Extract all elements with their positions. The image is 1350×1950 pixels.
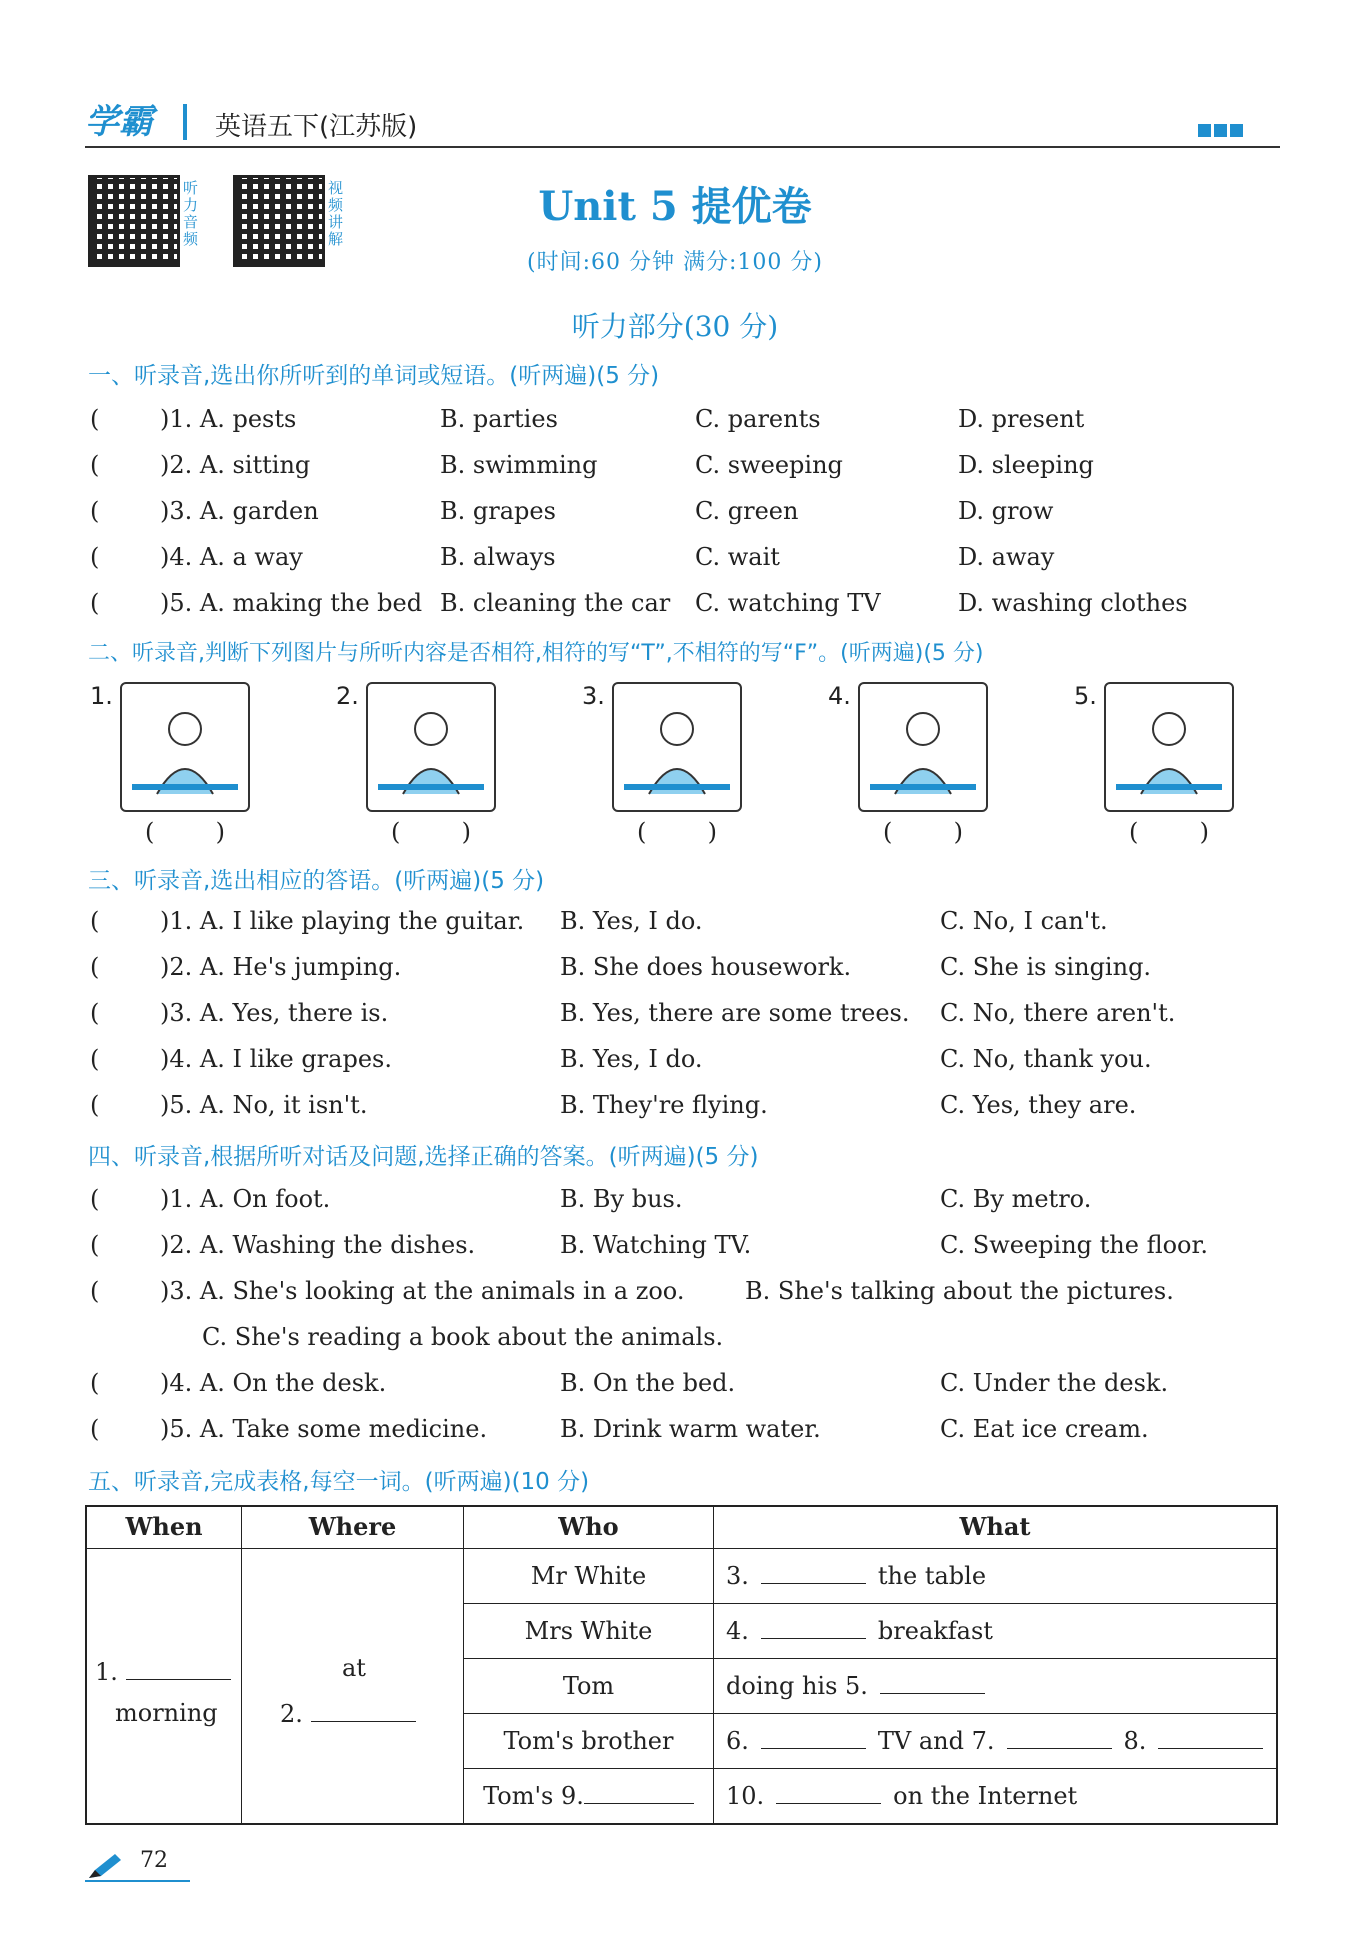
where-cell	[242, 1549, 464, 1823]
s4-q1-c: C. By metro.	[940, 1185, 1092, 1213]
part-title: 听力部分(30 分)	[571, 310, 779, 343]
s4-q5-b: B. Drink warm water.	[560, 1415, 821, 1443]
what-prefix: 10.	[726, 1782, 765, 1810]
section-4-heading: 四、听录音,根据所听对话及问题,选择正确的答案。(听两遍)(5 分)	[88, 1144, 759, 1170]
s3-q1-option-a: )1. A. I like playing the guitar.	[160, 907, 525, 935]
answer-blank[interactable]	[776, 1781, 881, 1804]
section-3-heading: 三、听录音,选出相应的答语。(听两遍)(5 分)	[88, 868, 545, 894]
s3-q5-option-a: )5. A. No, it isn't.	[160, 1091, 368, 1119]
brand-divider	[183, 104, 187, 140]
s1-q4-option-b: B. always	[440, 543, 556, 571]
answer-paren[interactable]: (	[90, 543, 100, 571]
illustration-1	[120, 682, 250, 812]
who-blank[interactable]	[584, 1781, 694, 1804]
s3-q3-option-a: )3. A. Yes, there is.	[160, 999, 389, 1027]
s3-q5-option-c: C. Yes, they are.	[940, 1091, 1137, 1119]
s4-q4-c: C. Under the desk.	[940, 1369, 1169, 1397]
s1-q3-option-n: )3. A. garden	[160, 497, 319, 525]
s1-q2-option-b: B. swimming	[440, 451, 598, 479]
what-cell	[714, 1659, 1276, 1714]
s1-q5-option-c: C. watching TV	[695, 589, 881, 617]
answer-blank[interactable]	[761, 1561, 866, 1584]
th-where: Where	[242, 1507, 464, 1549]
s4-q2-b: B. Watching TV.	[560, 1231, 752, 1259]
illustration-5	[1104, 682, 1234, 812]
illustration-3	[612, 682, 742, 812]
th-who: Who	[464, 1507, 714, 1549]
answer-paren[interactable]: (	[90, 1185, 100, 1213]
what-cell	[714, 1769, 1276, 1824]
answer-paren[interactable]: (	[90, 589, 100, 617]
s3-q4-option-b: B. Yes, I do.	[560, 1045, 703, 1073]
s3-q1-option-c: C. No, I can't.	[940, 907, 1108, 935]
answer-blank[interactable]	[761, 1726, 866, 1749]
answer-parentheses[interactable]: ( )	[391, 818, 471, 846]
answer-paren[interactable]: (	[90, 953, 100, 981]
s4-q2-a: )2. A. Washing the dishes.	[160, 1231, 476, 1259]
where-number: 2.	[280, 1700, 303, 1728]
when-word: morning	[115, 1699, 218, 1727]
s1-q3-option-d: D. grow	[958, 497, 1054, 525]
s1-q1-option-c: C. parents	[695, 405, 821, 433]
brand-logo: 学霸	[85, 102, 153, 142]
what-middle: TV and 7.	[877, 1727, 995, 1755]
who-cell	[464, 1659, 714, 1714]
answer-paren[interactable]: (	[90, 497, 100, 525]
s1-q1-option-d: D. present	[958, 405, 1085, 433]
who-text: Tom	[562, 1672, 615, 1700]
s3-q1-option-b: B. Yes, I do.	[560, 907, 703, 935]
who-text: Mrs White	[524, 1617, 653, 1645]
s1-q3-option-b: B. grapes	[440, 497, 556, 525]
answer-paren[interactable]: (	[90, 907, 100, 935]
section-5-heading: 五、听录音,完成表格,每空一词。(听两遍)(10 分)	[88, 1469, 590, 1495]
when-blank[interactable]	[126, 1657, 231, 1680]
s3-q4-option-a: )4. A. I like grapes.	[160, 1045, 392, 1073]
th-what: What	[714, 1507, 1276, 1549]
th-when: When	[87, 1507, 242, 1549]
s4-q2-c: C. Sweeping the floor.	[940, 1231, 1208, 1259]
what-suffix: 8.	[1123, 1727, 1147, 1755]
qr-label-video: 视频讲解	[328, 179, 344, 248]
section-2-heading: 二、听录音,判断下列图片与所听内容是否相符,相符的写“T”,不相符的写“F”。(听两遍)(5 分)	[88, 641, 984, 666]
answer-paren[interactable]: (	[90, 451, 100, 479]
s4-q1-b: B. By bus.	[560, 1185, 683, 1213]
footer-rule	[85, 1880, 190, 1882]
answer-parentheses[interactable]: ( )	[1129, 818, 1209, 846]
s4-q1-a: )1. A. On foot.	[160, 1185, 331, 1213]
who-text: Tom's 9.	[483, 1782, 584, 1810]
answer-paren[interactable]: (	[90, 1091, 100, 1119]
what-suffix: breakfast	[877, 1617, 993, 1645]
answer-parentheses[interactable]: ( )	[637, 818, 717, 846]
who-cell	[464, 1769, 714, 1824]
s4-q4-a: )4. A. On the desk.	[160, 1369, 387, 1397]
s3-q3-option-c: C. No, there aren't.	[940, 999, 1176, 1027]
picture-number: 4.	[828, 682, 851, 710]
what-cell	[714, 1604, 1276, 1659]
when-cell	[87, 1549, 242, 1823]
s1-q5-option-b: B. cleaning the car	[440, 589, 671, 617]
picture-number: 3.	[582, 682, 605, 710]
s3-q3-option-b: B. Yes, there are some trees.	[560, 999, 910, 1027]
s4-q3-b: B. She's talking about the pictures.	[745, 1277, 1174, 1305]
answer-paren[interactable]: (	[90, 1231, 100, 1259]
section-1-heading: 一、听录音,选出你所听到的单词或短语。(听两遍)(5 分)	[88, 363, 660, 389]
s1-q4-option-d: D. away	[958, 543, 1055, 571]
book-title: 英语五下(江苏版)	[215, 112, 418, 142]
what-prefix: 6.	[726, 1727, 749, 1755]
illustration-4	[858, 682, 988, 812]
what-prefix: 3.	[726, 1562, 749, 1590]
s4-q4-b: B. On the bed.	[560, 1369, 736, 1397]
answer-paren[interactable]: (	[90, 1415, 100, 1443]
illustration-2	[366, 682, 496, 812]
picture-number: 5.	[1074, 682, 1097, 710]
s1-q5-option-n: )5. A. making the bed	[160, 589, 423, 617]
s1-q2-option-c: C. sweeping	[695, 451, 843, 479]
s3-q5-option-b: B. They're flying.	[560, 1091, 768, 1119]
s4-q5-a: )5. A. Take some medicine.	[160, 1415, 488, 1443]
s4-q5-c: C. Eat ice cream.	[940, 1415, 1149, 1443]
who-cell	[464, 1714, 714, 1769]
answer-paren[interactable]: (	[90, 999, 100, 1027]
picture-number: 2.	[336, 682, 359, 710]
s4-q3-c: C. She's reading a book about the animals.	[202, 1323, 724, 1351]
s1-q2-option-n: )2. A. sitting	[160, 451, 311, 479]
s3-q4-option-c: C. No, thank you.	[940, 1045, 1152, 1073]
what-cell	[714, 1714, 1276, 1769]
who-text: Tom's brother	[503, 1727, 674, 1755]
s1-q1-option-n: )1. A. pests	[160, 405, 297, 433]
pencil-icon	[85, 1852, 125, 1882]
picture-number: 1.	[90, 682, 113, 710]
s1-q5-option-d: D. washing clothes	[958, 589, 1188, 617]
qr-label-audio: 听力音频	[183, 179, 199, 248]
who-text: Mr White	[530, 1562, 647, 1590]
answer-blank[interactable]	[1007, 1726, 1112, 1749]
what-cell	[714, 1549, 1276, 1604]
answer-parentheses[interactable]: ( )	[883, 818, 963, 846]
what-prefix: doing his 5.	[726, 1672, 868, 1700]
s3-q2-option-c: C. She is singing.	[940, 953, 1152, 981]
s1-q4-option-n: )4. A. a way	[160, 543, 303, 571]
who-cell	[464, 1549, 714, 1604]
header-rule	[85, 146, 1280, 148]
when-number: 1.	[95, 1658, 118, 1686]
who-cell	[464, 1604, 714, 1659]
what-prefix: 4.	[726, 1617, 749, 1645]
where-blank[interactable]	[311, 1699, 416, 1722]
answer-paren[interactable]: (	[90, 1369, 100, 1397]
s4-q3-a: )3. A. She's looking at the animals in a zoo.	[160, 1277, 685, 1305]
where-word: at	[342, 1654, 366, 1682]
page-title: Unit 5 提优卷	[538, 183, 812, 230]
what-suffix: on the Internet	[893, 1782, 1078, 1810]
answer-parentheses[interactable]: ( )	[145, 818, 225, 846]
s3-q2-option-b: B. She does housework.	[560, 953, 852, 981]
exam-info: (时间:60 分钟 满分:100 分)	[527, 250, 823, 275]
answer-table	[85, 1505, 1278, 1825]
s1-q2-option-d: D. sleeping	[958, 451, 1094, 479]
answer-paren[interactable]: (	[90, 405, 100, 433]
what-suffix: the table	[877, 1562, 987, 1590]
answer-paren[interactable]: (	[90, 1277, 100, 1305]
answer-blank[interactable]	[1158, 1726, 1263, 1749]
answer-paren[interactable]: (	[90, 1045, 100, 1073]
s3-q2-option-a: )2. A. He's jumping.	[160, 953, 402, 981]
answer-blank[interactable]	[880, 1671, 985, 1694]
header-squares	[1198, 122, 1246, 141]
answer-blank[interactable]	[761, 1616, 866, 1639]
s1-q3-option-c: C. green	[695, 497, 799, 525]
s1-q4-option-c: C. wait	[695, 543, 780, 571]
s1-q1-option-b: B. parties	[440, 405, 558, 433]
page-number: 72	[140, 1848, 168, 1873]
